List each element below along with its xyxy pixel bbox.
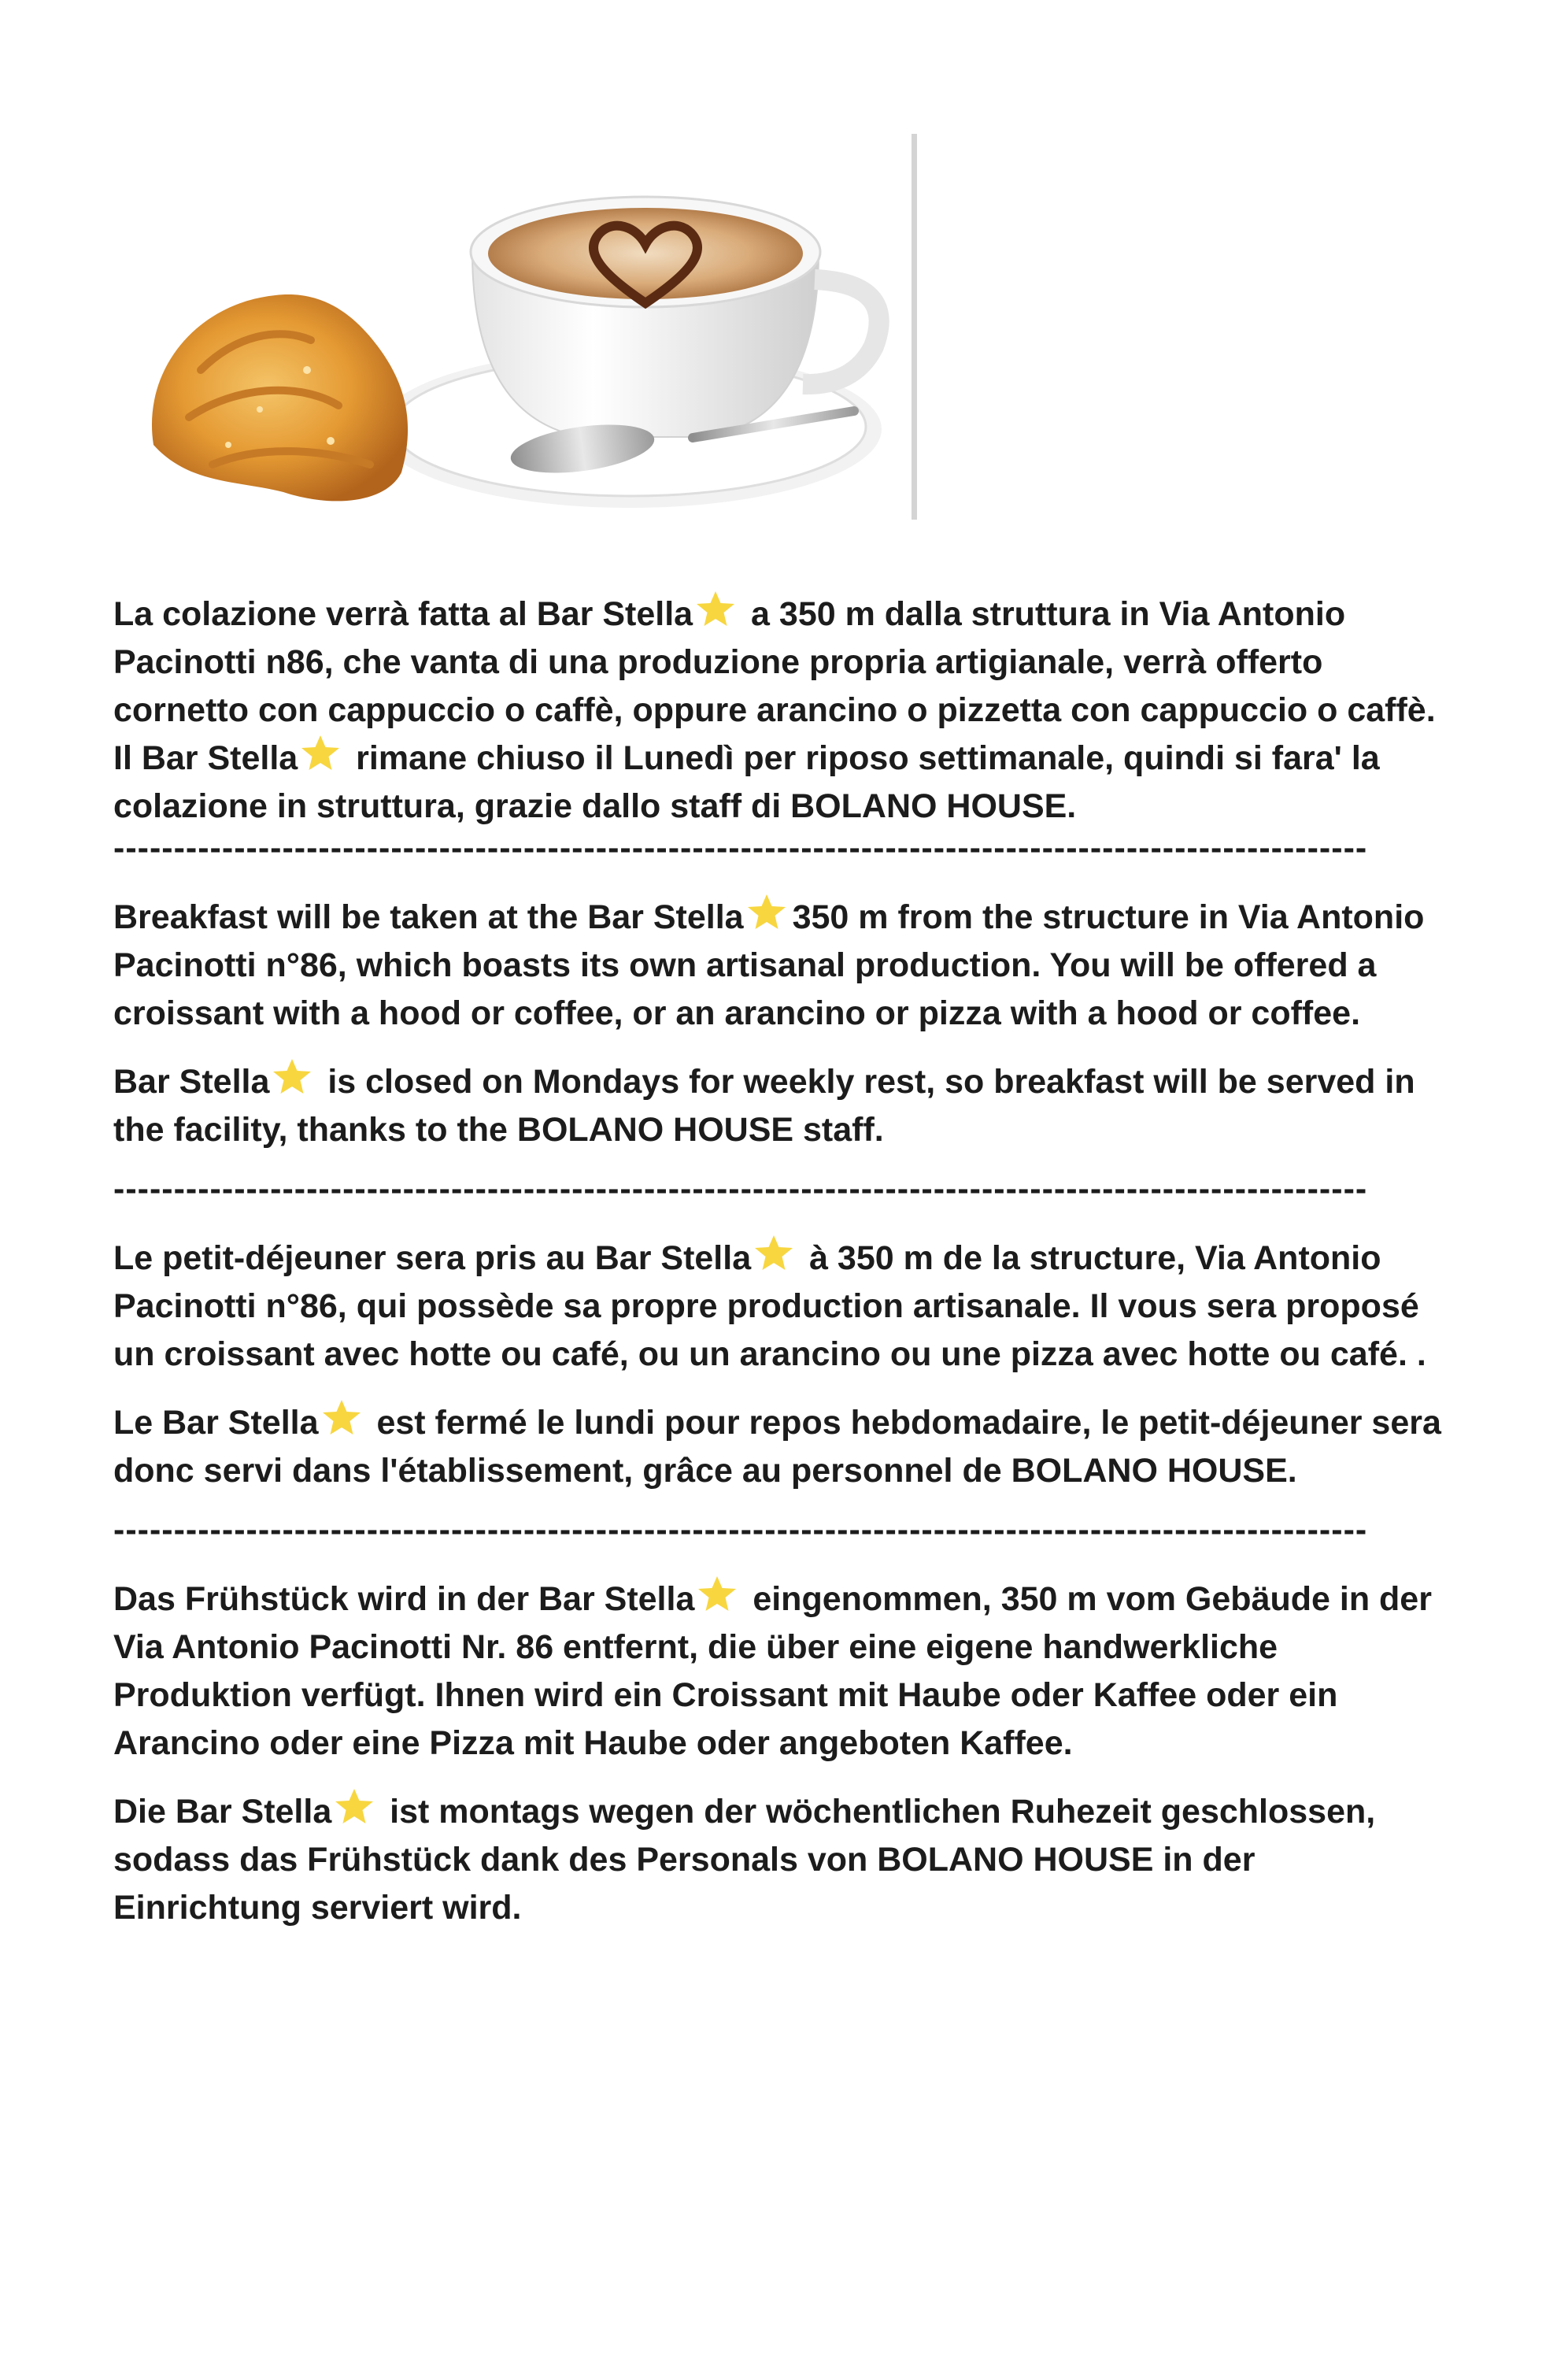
english-paragraph-2: Bar Stella is closed on Mondays for weekly rest, so breakfast will be served in the facility, thanks to the BOLANO HOUSE staff.: [113, 1058, 1452, 1154]
separator-line: --------------------------------------------------------------------------------------------------------: [113, 831, 1368, 865]
star-icon: [753, 1235, 795, 1271]
german-paragraph-2: Die Bar Stella ist montags wegen der wöchentlichen Ruhezeit geschlossen, sodass das Frühstück dank des Personals von BOLANO HOUSE in der Einrichtung serviert wird.: [113, 1788, 1452, 1932]
separator-line: --------------------------------------------------------------------------------------------------------: [113, 1512, 1368, 1547]
italian-paragraph-2: Il Bar Stella rimane chiuso il Lunedì per riposo settimanale, quindi si fara' la colazione in struttura, grazie dallo staff di BOLANO HOUSE.: [113, 735, 1452, 831]
breakfast-info: [113, 590, 1452, 1932]
star-icon: [696, 1575, 738, 1612]
french-paragraph-1: Le petit-déjeuner sera pris au Bar Stella à 350 m de la structure, Via Antonio Pacinotti n°86, qui possède sa propre production artisanale. Il vous sera proposé un croissant avec hotte ou café, ou un arancino ou une pizza avec hotte ou café. .: [113, 1235, 1452, 1379]
star-icon: [333, 1788, 375, 1824]
german-paragraph-1: Das Frühstück wird in der Bar Stella eingenommen, 350 m vom Gebäude in der Via Antonio Pacinotti Nr. 86 entfernt, die über eine eigene handwerkliche Produktion verfügt. Ihnen wird ein Croissant mit Haube oder Kaffee oder ein Arancino oder eine Pizza mit Haube oder angeboten Kaffee.: [113, 1575, 1452, 1768]
separator-line: --------------------------------------------------------------------------------------------------------: [113, 1172, 1368, 1206]
star-icon: [299, 735, 342, 771]
breakfast-photo: [142, 134, 897, 520]
star-icon: [694, 590, 737, 627]
image-divider: [912, 134, 917, 520]
star-icon: [271, 1058, 313, 1094]
star-icon: [320, 1399, 363, 1435]
italian-paragraph-1: La colazione verrà fatta al Bar Stella a 350 m dalla struttura in Via Antonio Pacinotti n86, che vanta di una produzione propria artigianale, verrà offerto cornetto con cappuccio o caffè, oppure arancino o pizzetta con cappuccio o caffè.: [113, 590, 1452, 735]
french-paragraph-2: Le Bar Stella est fermé le lundi pour repos hebdomadaire, le petit-déjeuner sera donc servi dans l'établissement, grâce au personnel de BOLANO HOUSE.: [113, 1399, 1452, 1495]
star-icon: [745, 894, 788, 930]
english-paragraph-1: Breakfast will be taken at the Bar Stella 350 m from the structure in Via Antonio Pacinotti n°86, which boasts its own artisanal production. You will be offered a croissant with a hood or coffee, or an arancino or pizza with a hood or coffee.: [113, 894, 1452, 1038]
